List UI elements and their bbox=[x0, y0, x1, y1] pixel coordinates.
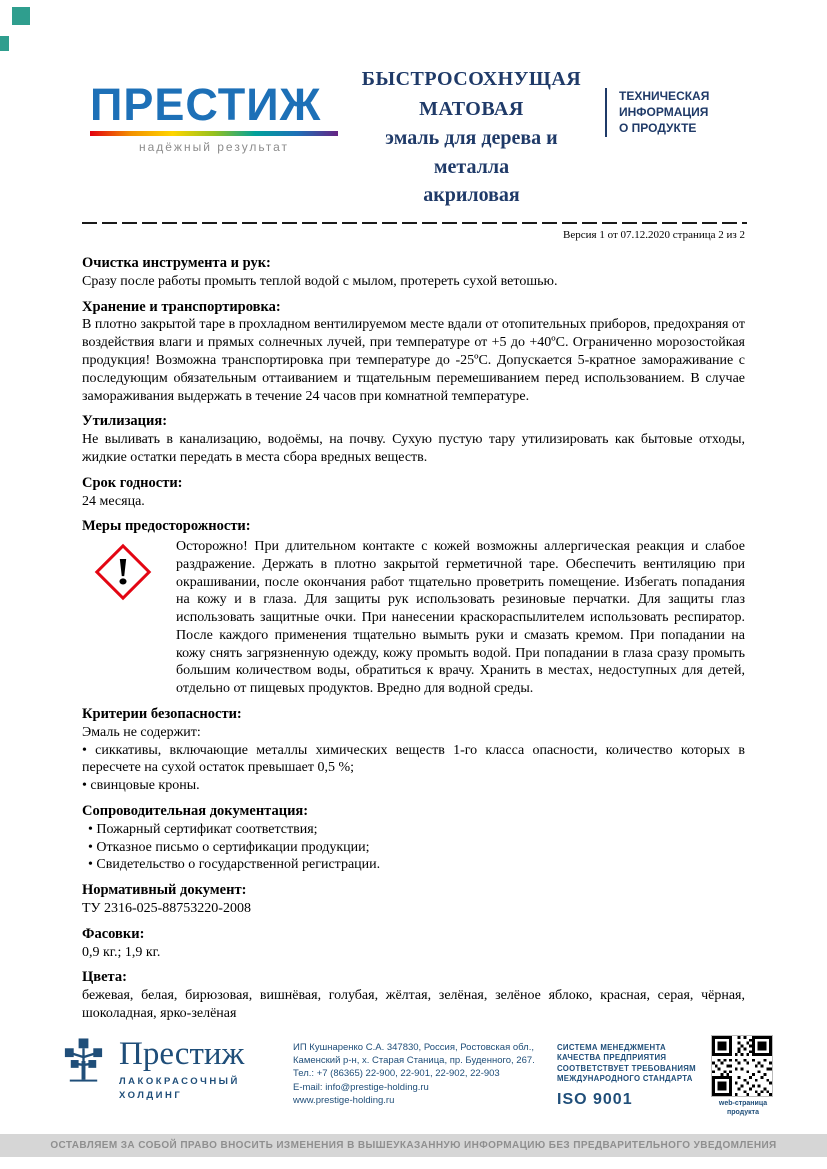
section-heading: Нормативный документ: bbox=[82, 882, 247, 899]
tree-logo-icon bbox=[60, 1035, 107, 1087]
section-heading: Цвета: bbox=[82, 969, 127, 986]
section-heading: Хранение и транспортировка: bbox=[82, 298, 281, 315]
prestige-logo bbox=[90, 56, 338, 154]
header-divider bbox=[82, 222, 747, 224]
section-precautions bbox=[82, 517, 745, 698]
bullet-item: • свинцовые кроны. bbox=[82, 778, 200, 794]
iso-9001-badge: ISO 9001 bbox=[557, 1090, 633, 1108]
bullet-item: • сиккативы, включающие металлы химических веществ 1-го класса опасности, количество которых в пересчете на сухой остаток превышает 0,5 %; bbox=[82, 742, 745, 776]
iso-text-line: СИСТЕМА МЕНЕДЖМЕНТА bbox=[557, 1042, 666, 1052]
logo-tagline: надёжный результат bbox=[138, 140, 290, 154]
document-header bbox=[0, 0, 827, 208]
website-link[interactable]: www.prestige-holding.ru bbox=[293, 1095, 395, 1106]
iso-text-line: СООТВЕТСТВУЕТ ТРЕБОВАНИЯМ bbox=[557, 1063, 696, 1073]
email-link[interactable]: E-mail: info@prestige-holding.ru bbox=[293, 1081, 429, 1093]
product-title-line: эмаль для дерева и металла bbox=[385, 127, 558, 178]
footer-company-name: Престиж bbox=[119, 1035, 245, 1072]
section-heading: Утилизация: bbox=[82, 413, 168, 430]
qr-caption-line: продукта bbox=[727, 1108, 759, 1116]
section-heading: Сопроводительная документация: bbox=[82, 802, 309, 819]
bullet-item: • Свидетельство о государственной регистрации. bbox=[88, 857, 381, 873]
document-footer bbox=[60, 1035, 775, 1117]
section-body: В плотно закрытой таре в прохладном вентилируемом месте вдали от отопительных приборов, предохраняя от воздействия влаги и прямых солнечных лучей, при температуре от +5 до +40ºС. Ограниченно морозостойкая продукция! Возможна транспортировка при температуре до -25ºС. Допускается 5-кратное замораживание с последующим обязательным оттаиванием и тщательным перемешиванием перед использованием. В случае замораживания выдержать в течение 24 часов при комнатной температуре. bbox=[82, 317, 745, 404]
technical-info-line: О ПРОДУКТЕ bbox=[619, 121, 697, 136]
warning-exclamation-glyph: ! bbox=[115, 550, 131, 593]
section-body: ТУ 2316-025-88753220-2008 bbox=[82, 900, 251, 916]
prestige-logo-wordmark: ПРЕСТИЖ bbox=[90, 79, 322, 130]
product-title bbox=[338, 56, 605, 208]
registration-mark bbox=[0, 36, 9, 51]
disclaimer-text: ОСТАВЛЯЕМ ЗА СОБОЙ ПРАВО ВНОСИТЬ ИЗМЕНЕНИЯ В ВЫШЕУКАЗАННУЮ ИНФОРМАЦИЮ БЕЗ ПРЕДВАРИТЕЛЬНОГО УВЕДОМЛЕНИЯ bbox=[50, 1140, 777, 1151]
section-colors bbox=[82, 968, 745, 1022]
section-disposal bbox=[82, 412, 745, 466]
section-safety-criteria bbox=[82, 705, 745, 795]
iso-text-line: КАЧЕСТВА ПРЕДПРИЯТИЯ bbox=[557, 1053, 667, 1063]
section-heading: Критерии безопасности: bbox=[82, 706, 242, 722]
section-body: 0,9 кг.; 1,9 кг. bbox=[82, 944, 161, 960]
footer-company bbox=[119, 1035, 281, 1102]
section-heading: Фасовки: bbox=[82, 925, 145, 942]
technical-info-line: ТЕХНИЧЕСКАЯ bbox=[619, 89, 710, 103]
iso-certification bbox=[547, 1035, 699, 1111]
product-title-line: акриловая bbox=[423, 184, 520, 206]
footer-company-subtitle bbox=[119, 1075, 281, 1102]
product-title-line: БЫСТРОСОХНУЩАЯ bbox=[361, 68, 582, 90]
technical-info-label bbox=[605, 88, 747, 137]
section-heading: Меры предосторожности: bbox=[82, 518, 251, 535]
section-shelf-life bbox=[82, 474, 745, 511]
qr-code-image bbox=[711, 1035, 773, 1097]
section-body: Не выливать в канализацию, водоёмы, на почву. Сухую пустую тару утилизировать как бытовые отходы, жидкие остатки передать в места сбора вредных веществ. bbox=[82, 432, 745, 465]
document-body bbox=[0, 241, 827, 1023]
footer-subtitle-line: ЛАКОКРАСОЧНЫЙ bbox=[119, 1076, 240, 1088]
address-line: Каменский р-н, х. Старая Станица, пр. Буденного, 267. bbox=[293, 1055, 535, 1067]
qr-caption-line: web-страница bbox=[718, 1099, 768, 1107]
section-normative bbox=[82, 881, 745, 918]
section-intro: Эмаль не содержит: bbox=[82, 724, 201, 740]
precaution-block bbox=[82, 538, 745, 698]
section-documentation bbox=[82, 802, 745, 874]
qr-caption bbox=[711, 1099, 775, 1117]
footer-subtitle-line: ХОЛДИНГ bbox=[119, 1089, 183, 1101]
product-title-line: МАТОВАЯ bbox=[419, 98, 524, 120]
section-body: 24 месяца. bbox=[82, 493, 145, 509]
section-heading: Срок годности: bbox=[82, 474, 183, 491]
section-cleaning bbox=[82, 254, 745, 291]
bullet-item: • Пожарный сертификат соответствия; bbox=[88, 821, 318, 837]
bullet-item: • Отказное письмо о сертификации продукции; bbox=[88, 839, 370, 855]
logo-rainbow-bar bbox=[90, 131, 338, 136]
section-storage bbox=[82, 298, 745, 406]
address-line: Тел.: +7 (86365) 22-900, 22-901, 22-902, 22-903 bbox=[293, 1068, 500, 1080]
section-packing bbox=[82, 925, 745, 962]
ghs-exclamation-warning-icon bbox=[94, 543, 152, 601]
section-body: бежевая, белая, бирюзовая, вишнёвая, голубая, жёлтая, зелёная, зелёное яблоко, красная, серая, чёрная, шоколадная, ярко-зелёная bbox=[82, 988, 745, 1021]
section-body: Осторожно! При длительном контакте с кожей возможны аллергическая реакция и слабое раздражение. Держать в плотно закрытой герметичной таре. Обеспечить вентиляцию при окрашивании, после окончания работ тщательно проветрить помещение. Избегать попадания на кожу и в глаза. Для защиты рук использовать резиновые перчатки. Для защиты глаз использовать защитные очки. При нанесении краскораспылителем использовать респиратор. После каждого применения тщательно вымыть руки и смазать кремом. При попадании на кожу снять загрязненную одежду, кожу промыть водой. При попадании в глаза сразу промыть большим количеством воды, обратиться к врачу. Хранить в местах, недоступных для детей, отдельно от пищевых продуктов. Вредно для водной среды. bbox=[176, 539, 745, 697]
registration-mark bbox=[12, 7, 30, 25]
iso-text-line: МЕЖДУНАРОДНОГО СТАНДАРТА bbox=[557, 1074, 693, 1084]
footer-address bbox=[293, 1035, 535, 1107]
technical-info-line: ИНФОРМАЦИЯ bbox=[619, 105, 709, 120]
section-heading: Очистка инструмента и рук: bbox=[82, 255, 271, 271]
disclaimer-bar bbox=[0, 1134, 827, 1157]
address-line: ИП Кушнаренко С.А. 347830, Россия, Ростовская обл., bbox=[293, 1041, 534, 1053]
section-body: Сразу после работы промыть теплой водой с мылом, протереть сухой ветошью. bbox=[82, 273, 558, 289]
version-page-info: Версия 1 от 07.12.2020 страница 2 из 2 bbox=[563, 229, 745, 241]
qr-block bbox=[711, 1035, 775, 1117]
